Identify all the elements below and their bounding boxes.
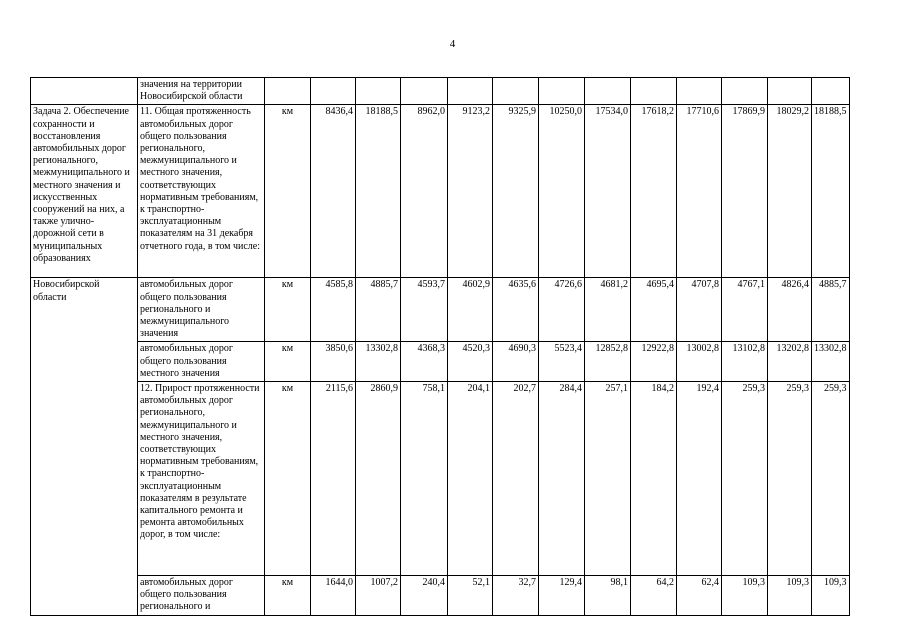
value-cell: 4368,3 xyxy=(401,342,448,382)
indicator-name: автомобильных дорог общего пользования регионального и xyxy=(138,576,265,616)
indicator-name: 11. Общая протяженность автомобильных дорог общего пользования регионального, межмуниципального и местного значения, соответствующих нормативным требованиям, к транспортно-эксплуатационным показателям на 31 декабря отчетного года, в том числе: xyxy=(138,105,265,278)
value-cell: 204,1 xyxy=(448,382,493,576)
value-cell: 259,3 xyxy=(812,382,850,576)
value-cell: 240,4 xyxy=(401,576,448,616)
value-cell: 8962,0 xyxy=(401,105,448,278)
value-cell xyxy=(812,78,850,105)
value-cell: 4707,8 xyxy=(677,278,722,342)
value-cell: 13302,8 xyxy=(812,342,850,382)
value-cell: 2860,9 xyxy=(356,382,401,576)
table-row xyxy=(31,78,850,105)
unit-cell: км xyxy=(265,382,311,576)
value-cell: 3850,6 xyxy=(311,342,356,382)
value-cell xyxy=(311,78,356,105)
table-row xyxy=(31,342,850,382)
value-cell xyxy=(585,78,631,105)
unit-cell: км xyxy=(265,342,311,382)
value-cell: 13302,8 xyxy=(356,342,401,382)
value-cell: 4726,6 xyxy=(539,278,585,342)
value-cell: 4885,7 xyxy=(812,278,850,342)
value-cell: 184,2 xyxy=(631,382,677,576)
value-cell: 8436,4 xyxy=(311,105,356,278)
task-cell-continued: Новосибирской области xyxy=(31,278,138,615)
value-cell: 4602,9 xyxy=(448,278,493,342)
value-cell: 64,2 xyxy=(631,576,677,616)
value-cell: 13002,8 xyxy=(677,342,722,382)
table-row xyxy=(31,382,850,576)
indicator-name: 12. Прирост протяженности автомобильных дорог регионального, межмуниципального и местного значения, соответствующих нормативным требованиям, к транспортно-эксплуатационным показателям в результате капитального ремонта и ремонта автомобильных дорог, в том числе: xyxy=(138,382,265,576)
value-cell: 4885,7 xyxy=(356,278,401,342)
value-cell: 13202,8 xyxy=(768,342,812,382)
value-cell: 12922,8 xyxy=(631,342,677,382)
value-cell: 18188,5 xyxy=(812,105,850,278)
table-row xyxy=(31,278,850,342)
value-cell: 259,3 xyxy=(722,382,768,576)
value-cell: 1007,2 xyxy=(356,576,401,616)
value-cell: 17869,9 xyxy=(722,105,768,278)
value-cell: 4520,3 xyxy=(448,342,493,382)
value-cell: 109,3 xyxy=(812,576,850,616)
value-cell xyxy=(448,78,493,105)
task-cell-empty xyxy=(31,78,138,105)
unit-cell: км xyxy=(265,105,311,278)
value-cell: 9325,9 xyxy=(493,105,539,278)
value-cell: 17534,0 xyxy=(585,105,631,278)
page-number: 4 xyxy=(449,38,456,50)
value-cell: 32,7 xyxy=(493,576,539,616)
value-cell: 9123,2 xyxy=(448,105,493,278)
indicator-name: автомобильных дорог общего пользования регионального и межмуниципального значения xyxy=(138,278,265,342)
indicator-name: значения на территории Новосибирской области xyxy=(138,78,265,105)
value-cell: 4690,3 xyxy=(493,342,539,382)
value-cell xyxy=(401,78,448,105)
value-cell: 257,1 xyxy=(585,382,631,576)
value-cell: 18029,2 xyxy=(768,105,812,278)
value-cell: 2115,6 xyxy=(311,382,356,576)
value-cell xyxy=(722,78,768,105)
value-cell: 4593,7 xyxy=(401,278,448,342)
unit-cell: км xyxy=(265,576,311,616)
value-cell xyxy=(356,78,401,105)
value-cell xyxy=(768,78,812,105)
value-cell: 10250,0 xyxy=(539,105,585,278)
task-cell: Задача 2. Обеспечение сохранности и восстановления автомобильных дорог регионального, межмуниципального и местного значения и искусственных сооружений на них, а также улично-дорожной сети в муниципальных образованиях xyxy=(31,105,138,278)
value-cell: 5523,4 xyxy=(539,342,585,382)
value-cell: 109,3 xyxy=(722,576,768,616)
indicators-table xyxy=(30,77,850,616)
value-cell xyxy=(631,78,677,105)
value-cell: 4635,6 xyxy=(493,278,539,342)
value-cell: 62,4 xyxy=(677,576,722,616)
table-row xyxy=(31,576,850,616)
value-cell xyxy=(493,78,539,105)
value-cell: 4585,8 xyxy=(311,278,356,342)
value-cell: 12852,8 xyxy=(585,342,631,382)
value-cell: 1644,0 xyxy=(311,576,356,616)
value-cell: 129,4 xyxy=(539,576,585,616)
value-cell: 4695,4 xyxy=(631,278,677,342)
indicator-name: автомобильных дорог общего пользования местного значения xyxy=(138,342,265,382)
value-cell: 17618,2 xyxy=(631,105,677,278)
value-cell: 259,3 xyxy=(768,382,812,576)
unit-cell xyxy=(265,78,311,105)
value-cell: 4767,1 xyxy=(722,278,768,342)
value-cell: 109,3 xyxy=(768,576,812,616)
value-cell: 192,4 xyxy=(677,382,722,576)
table-row xyxy=(31,105,850,278)
value-cell: 284,4 xyxy=(539,382,585,576)
value-cell: 13102,8 xyxy=(722,342,768,382)
value-cell: 98,1 xyxy=(585,576,631,616)
value-cell: 202,7 xyxy=(493,382,539,576)
value-cell: 17710,6 xyxy=(677,105,722,278)
value-cell: 52,1 xyxy=(448,576,493,616)
value-cell: 18188,5 xyxy=(356,105,401,278)
unit-cell: км xyxy=(265,278,311,342)
value-cell: 758,1 xyxy=(401,382,448,576)
value-cell xyxy=(677,78,722,105)
value-cell: 4826,4 xyxy=(768,278,812,342)
value-cell xyxy=(539,78,585,105)
value-cell: 4681,2 xyxy=(585,278,631,342)
